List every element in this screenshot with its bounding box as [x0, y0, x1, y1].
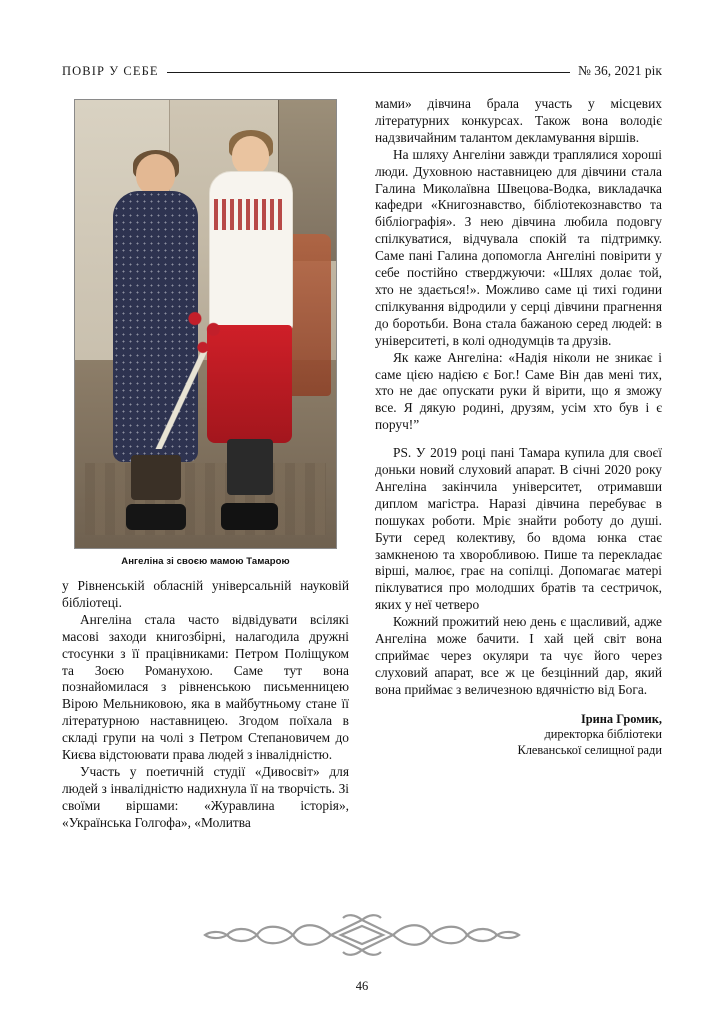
paragraph: Ангеліна стала часто відвідувати всілякі масові заходи книгозбірні, налагодила дружні стосунки з її працівниками: Петром Поліщуком та Зоєю Романухою. Саме тут вона познайомилася з рівненською письменницею Вірою Мельниковою, яка в майбутньому стане її літературною наставницею. Згодом поїхала в складі групи на чолі з Петром Степановичем до Києва відстоювати права людей з інвалідністю.	[62, 611, 349, 763]
running-head-title: ПОВІР У СЕБЕ	[62, 63, 159, 78]
paragraph: мами» дівчина брала участь у місцевих літературних конкурсах. Також вона володіє надзвичайним талантом декламування віршів.	[375, 96, 662, 145]
photo-daughter-embroidery	[214, 199, 285, 231]
page-number: 46	[355, 979, 369, 993]
photo-daughter-head	[232, 136, 269, 175]
signature-author: Ірина Громик,	[580, 711, 662, 726]
photo-angelina-with-mother	[74, 99, 337, 549]
photo-mother-head	[136, 154, 175, 195]
article-signature	[375, 712, 662, 758]
running-head	[62, 58, 662, 84]
running-head-rule	[167, 72, 570, 73]
photo-daughter-legs	[227, 439, 273, 494]
signature-role-line-1: директорка бібліотеки	[544, 727, 662, 742]
paragraph: На шляху Ангеліни завжди траплялися хороші люди. Духовною наставницею для дівчини стала Галина Миколаївна Швецова-Водка, викладачка кафедри «Книгознавство, бібліотекознавство та бібліографія». З нею дівчина любила подовгу спілкуватися, відчувала спокій та підтримку. Саме пані Галина допомогла Ангеліні повірити у себе постійно стверджуючи: «Шлях долає той, хто не здається!». Можливо саме ці тихі години спілкування відродили у серці дівчини прагнення до боротьби. Вона стала бажаною серед людей: в університеті, в колі однодумців та друзів.	[375, 146, 662, 348]
paragraph: Участь у поетичній студії «Дивосвіт» для людей з інвалідністю надихнула її на творчість. Зі своїми віршами: «Журавлина історія», «Українська Голгофа», «Молитва	[62, 763, 349, 830]
right-column	[375, 96, 662, 896]
left-column	[62, 96, 349, 896]
decorative-ornament	[0, 912, 724, 958]
paragraph: Як каже Ангеліна: «Надія ніколи не зникає і саме цією надією є Бог.! Саме Він дав мені тих, хто не дає опускати руки й вірити, що я зможу все. Я дякую родині, друзям, усім хто був і є поруч!”	[375, 349, 662, 433]
left-column-text	[62, 578, 349, 832]
paragraph: PS. У 2019 році пані Тамара купила для своєї доньки новий слуховий апарат. В січні 2020 року Ангеліна закінчила університет, отримавши диплом магістра. Наразі дівчина перебуває в пошуках роботи. Мріє знайти роботу до душі. Бути серед колективу, бо вдома юнка стає замкненою та хворобливою. Пише та перекладає вірші, малює, грає на сопілці. Допомагає матері піклуватися про молодших братів та сестричок, яких у неї четверо	[375, 445, 662, 613]
photo-caption: Ангеліна зі своєю мамою Тамарою	[121, 556, 290, 567]
running-head-issue: № 36, 2021 рік	[578, 63, 662, 78]
photo-mother-shoes	[126, 504, 186, 530]
paragraph: у Рівненській обласній універсальній науковій бібліотеці.	[62, 578, 349, 610]
two-column-layout	[62, 96, 662, 896]
signature-role-line-2: Клеванської селищної ради	[517, 742, 662, 757]
photo-roses	[179, 297, 231, 369]
photo-mother-legs	[131, 455, 181, 500]
photo-daughter-shoes	[221, 503, 278, 531]
paragraph: Кожний прожитий нею день є щасливий, адже Ангеліна може бачити. І хай цей світ вона сприймає через окуляри та чує його через слуховий апарат, все ж це безцінний дар, який вона приймає з величезною вдячністю від Бога.	[375, 614, 662, 697]
